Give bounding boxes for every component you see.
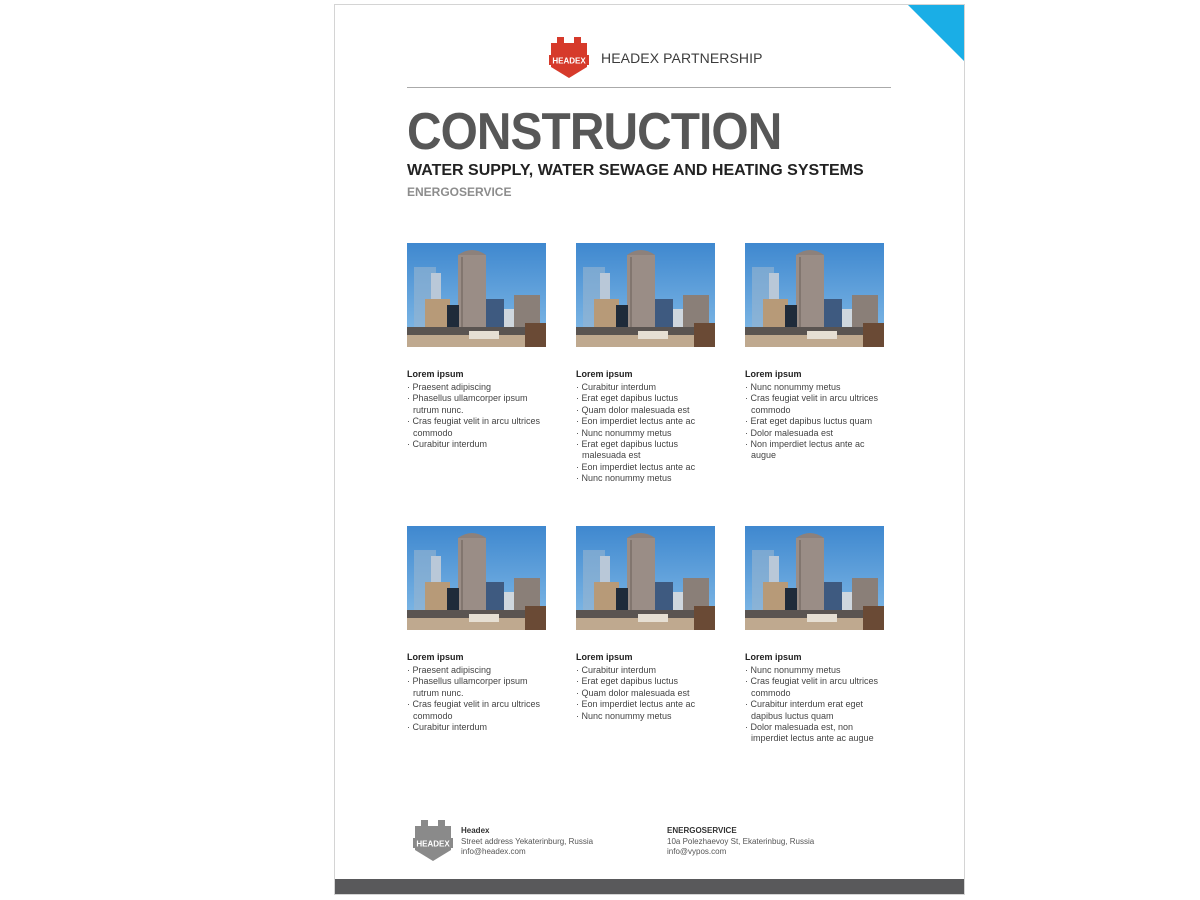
logo-text: HEADEX	[552, 56, 586, 66]
card-list-item: · Erat eget dapibus luctus malesuada est	[576, 439, 716, 462]
card-list-item: · Eon imperdiet lectus ante ac	[576, 462, 716, 473]
card-list	[745, 665, 885, 745]
footer-contact-headex	[461, 826, 593, 858]
card-list-item: · Praesent adipiscing	[407, 382, 547, 393]
card-list	[576, 665, 716, 722]
card-list-item: · Phasellus ullamcorper ipsum rutrum nunc.	[407, 393, 547, 416]
footer-left-name: Headex	[461, 826, 490, 835]
card-list-item: · Curabitur interdum	[407, 439, 547, 450]
feature-card	[745, 526, 885, 745]
card-title: Lorem ipsum	[407, 369, 464, 379]
company-name: ENERGOSERVICE	[407, 185, 512, 199]
feature-card	[407, 243, 547, 450]
card-list-item: · Cras feugiat velit in arcu ultrices commodo	[407, 699, 547, 722]
card-list-item: · Praesent adipiscing	[407, 665, 547, 676]
city-skyline-photo	[407, 526, 546, 630]
header	[549, 37, 763, 79]
card-list-item: · Curabitur interdum	[576, 665, 716, 676]
card-list-item: · Erat eget dapibus luctus quam	[745, 416, 885, 427]
card-title: Lorem ipsum	[576, 652, 633, 662]
footer-right-name: ENERGOSERVICE	[667, 826, 737, 835]
card-list-item: · Cras feugiat velit in arcu ultrices commodo	[745, 676, 885, 699]
card-list-item: · Nunc nonummy metus	[576, 711, 716, 722]
feature-card	[576, 243, 716, 485]
card-list-item: · Cras feugiat velit in arcu ultrices commodo	[745, 393, 885, 416]
card-list-item: · Nunc nonummy metus	[576, 428, 716, 439]
page-subtitle: WATER SUPPLY, WATER SEWAGE AND HEATING SYSTEMS	[407, 162, 864, 179]
card-title: Lorem ipsum	[745, 369, 802, 379]
footer-right-email[interactable]: info@vypos.com	[667, 847, 727, 856]
card-list-item: · Quam dolor malesuada est	[576, 405, 716, 416]
footer-logo-text: HEADEX	[416, 839, 450, 849]
card-list-item: · Phasellus ullamcorper ipsum rutrum nunc.	[407, 676, 547, 699]
card-title: Lorem ipsum	[745, 652, 802, 662]
divider	[407, 87, 891, 88]
card-list-item: · Dolor malesuada est, non imperdiet lectus ante ac augue	[745, 722, 885, 745]
card-list-item: · Eon imperdiet lectus ante ac	[576, 416, 716, 427]
city-skyline-photo	[407, 243, 546, 347]
card-list-item: · Curabitur interdum erat eget dapibus luctus quam	[745, 699, 885, 722]
city-skyline-photo	[745, 243, 884, 347]
card-list-item: · Eon imperdiet lectus ante ac	[576, 699, 716, 710]
card-list-item: · Erat eget dapibus luctus	[576, 676, 716, 687]
card-list-item: · Erat eget dapibus luctus	[576, 393, 716, 404]
card-list-item: · Curabitur interdum	[576, 382, 716, 393]
footer-left-address: Street address Yekaterinburg, Russia	[461, 836, 594, 846]
card-list-item: · Nunc nonummy metus	[745, 382, 885, 393]
card-list	[745, 382, 885, 462]
footer	[413, 820, 913, 870]
corner-accent	[908, 5, 964, 61]
feature-card	[407, 526, 547, 733]
city-skyline-photo	[745, 526, 884, 630]
feature-card	[745, 243, 885, 462]
footer-contact-energoservice	[667, 826, 814, 858]
city-skyline-photo	[576, 243, 715, 347]
headex-logo-icon	[549, 37, 589, 79]
footer-bar	[335, 879, 964, 894]
card-list-item: · Quam dolor malesuada est	[576, 688, 716, 699]
footer-left-email[interactable]: info@headex.com	[461, 847, 526, 856]
feature-card	[576, 526, 716, 722]
card-list-item: · Dolor malesuada est	[745, 428, 885, 439]
card-title: Lorem ipsum	[407, 652, 464, 662]
card-list	[407, 665, 547, 733]
page-title: CONSTRUCTION	[407, 103, 782, 161]
card-list-item: · Nunc nonummy metus	[576, 473, 716, 484]
card-title: Lorem ipsum	[576, 369, 633, 379]
card-list-item: · Non imperdiet lectus ante ac augue	[745, 439, 885, 462]
footer-right-address: 10a Polezhaevoy St, Ekaterinbug, Russia	[667, 836, 815, 846]
city-skyline-photo	[576, 526, 715, 630]
card-list	[576, 382, 716, 485]
footer-logo-icon	[413, 820, 453, 862]
brochure-page	[334, 4, 965, 895]
card-list-item: · Nunc nonummy metus	[745, 665, 885, 676]
card-list-item: · Cras feugiat velit in arcu ultrices commodo	[407, 416, 547, 439]
card-list-item: · Curabitur interdum	[407, 722, 547, 733]
brand-name: HEADEX PARTNERSHIP	[601, 50, 763, 66]
card-list	[407, 382, 547, 450]
